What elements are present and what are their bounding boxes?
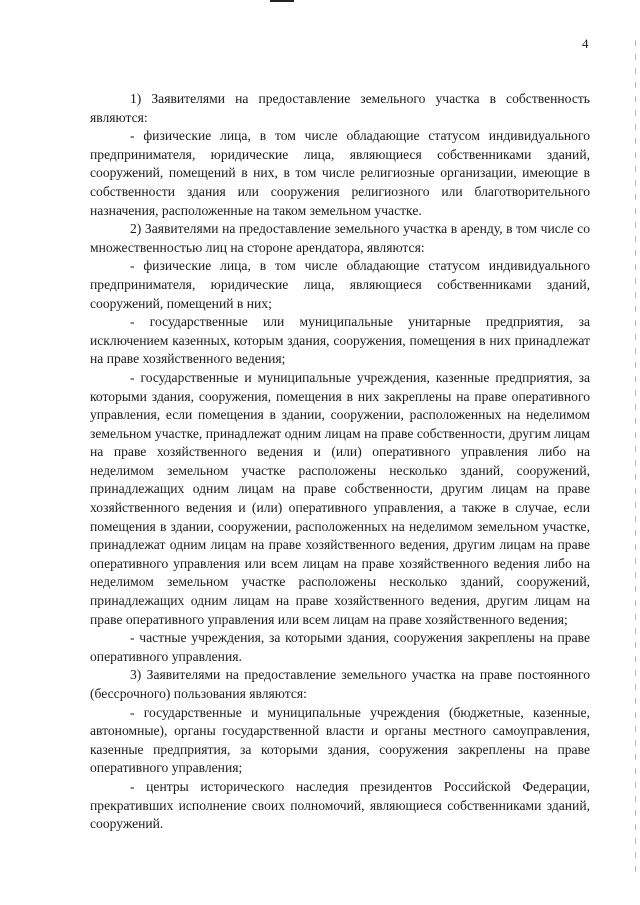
document-body (90, 90, 590, 834)
paragraph-7: - частные учреждения, за которыми здания, сооружения закреплены на праве оперативного управления. (90, 630, 590, 664)
paragraph-2: - физические лица, в том числе обладающие статусом индивидуального предпринимателя, юридические лица, являющиеся собственниками зданий, сооружений, помещений в них, в том числе религиозные организации, имеющие в собственности здания или сооружения религиозного или благотворительного назначения, расположенные на таком земельном участке. (90, 128, 590, 218)
page-number: 4 (582, 36, 589, 51)
paragraph-1: 1) Заявителями на предоставление земельного участка в собственность являются: (90, 91, 590, 125)
scan-mark (270, 0, 294, 2)
paragraph-6: - государственные и муниципальные учреждения, казенные предприятия, за которыми здания, сооружения, помещения в них закреплены на праве оперативного управления, если помещения в здании, сооружении, расположенных на неделимом земельном участке, принадлежат одним лицам на праве собственности, другим лицам на праве хозяйственного ведения и (или) оперативного управления либо на неделимом земельном участке расположены несколько зданий, сооружений, принадлежащих одним лицам на праве собственности, другим лицам на праве хозяйственного ведения и (или) оперативного управления, а также в случае, если помещения в здании, сооружении, расположенных на неделимом земельном участке, принадлежат одним лицам на праве хозяйственного ведения, другим лицам на праве оперативного управления или всем лицам на праве хозяйственного ведения либо на неделимом земельном участке расположены несколько зданий, сооружений, принадлежащих одним лицам на праве хозяйственного ведения, другим лицам на праве оперативного управления или всем лицам на праве хозяйственного ведения; (90, 369, 590, 627)
paragraph-9: - государственные и муниципальные учреждения (бюджетные, казенные, автономные), органы государственной власти и органы местного самоуправления, казенные предприятия, за которыми здания, сооружения закреплены на праве оперативного управления; (90, 704, 590, 776)
scan-edge (635, 40, 636, 880)
paragraph-10: - центры исторического наследия президентов Российской Федерации, прекративших исполнение своих полномочий, являющиеся собственниками зданий, сооружений. (90, 778, 590, 832)
paragraph-3: 2) Заявителями на предоставление земельного участка в аренду, в том числе со множественностью лиц на стороне арендатора, являются: (90, 221, 590, 255)
paragraph-8: 3) Заявителями на предоставление земельного участка на праве постоянного (бессрочного) пользования являются: (90, 667, 590, 701)
paragraph-4: - физические лица, в том числе обладающие статусом индивидуального предпринимателя, юридические лица, являющиеся собственниками зданий, сооружений, помещений в них; (90, 258, 590, 311)
paragraph-5: - государственные или муниципальные унитарные предприятия, за исключением казенных, которым здания, сооружения, помещения в них принадлежат на праве хозяйственного ведения; (90, 314, 590, 367)
